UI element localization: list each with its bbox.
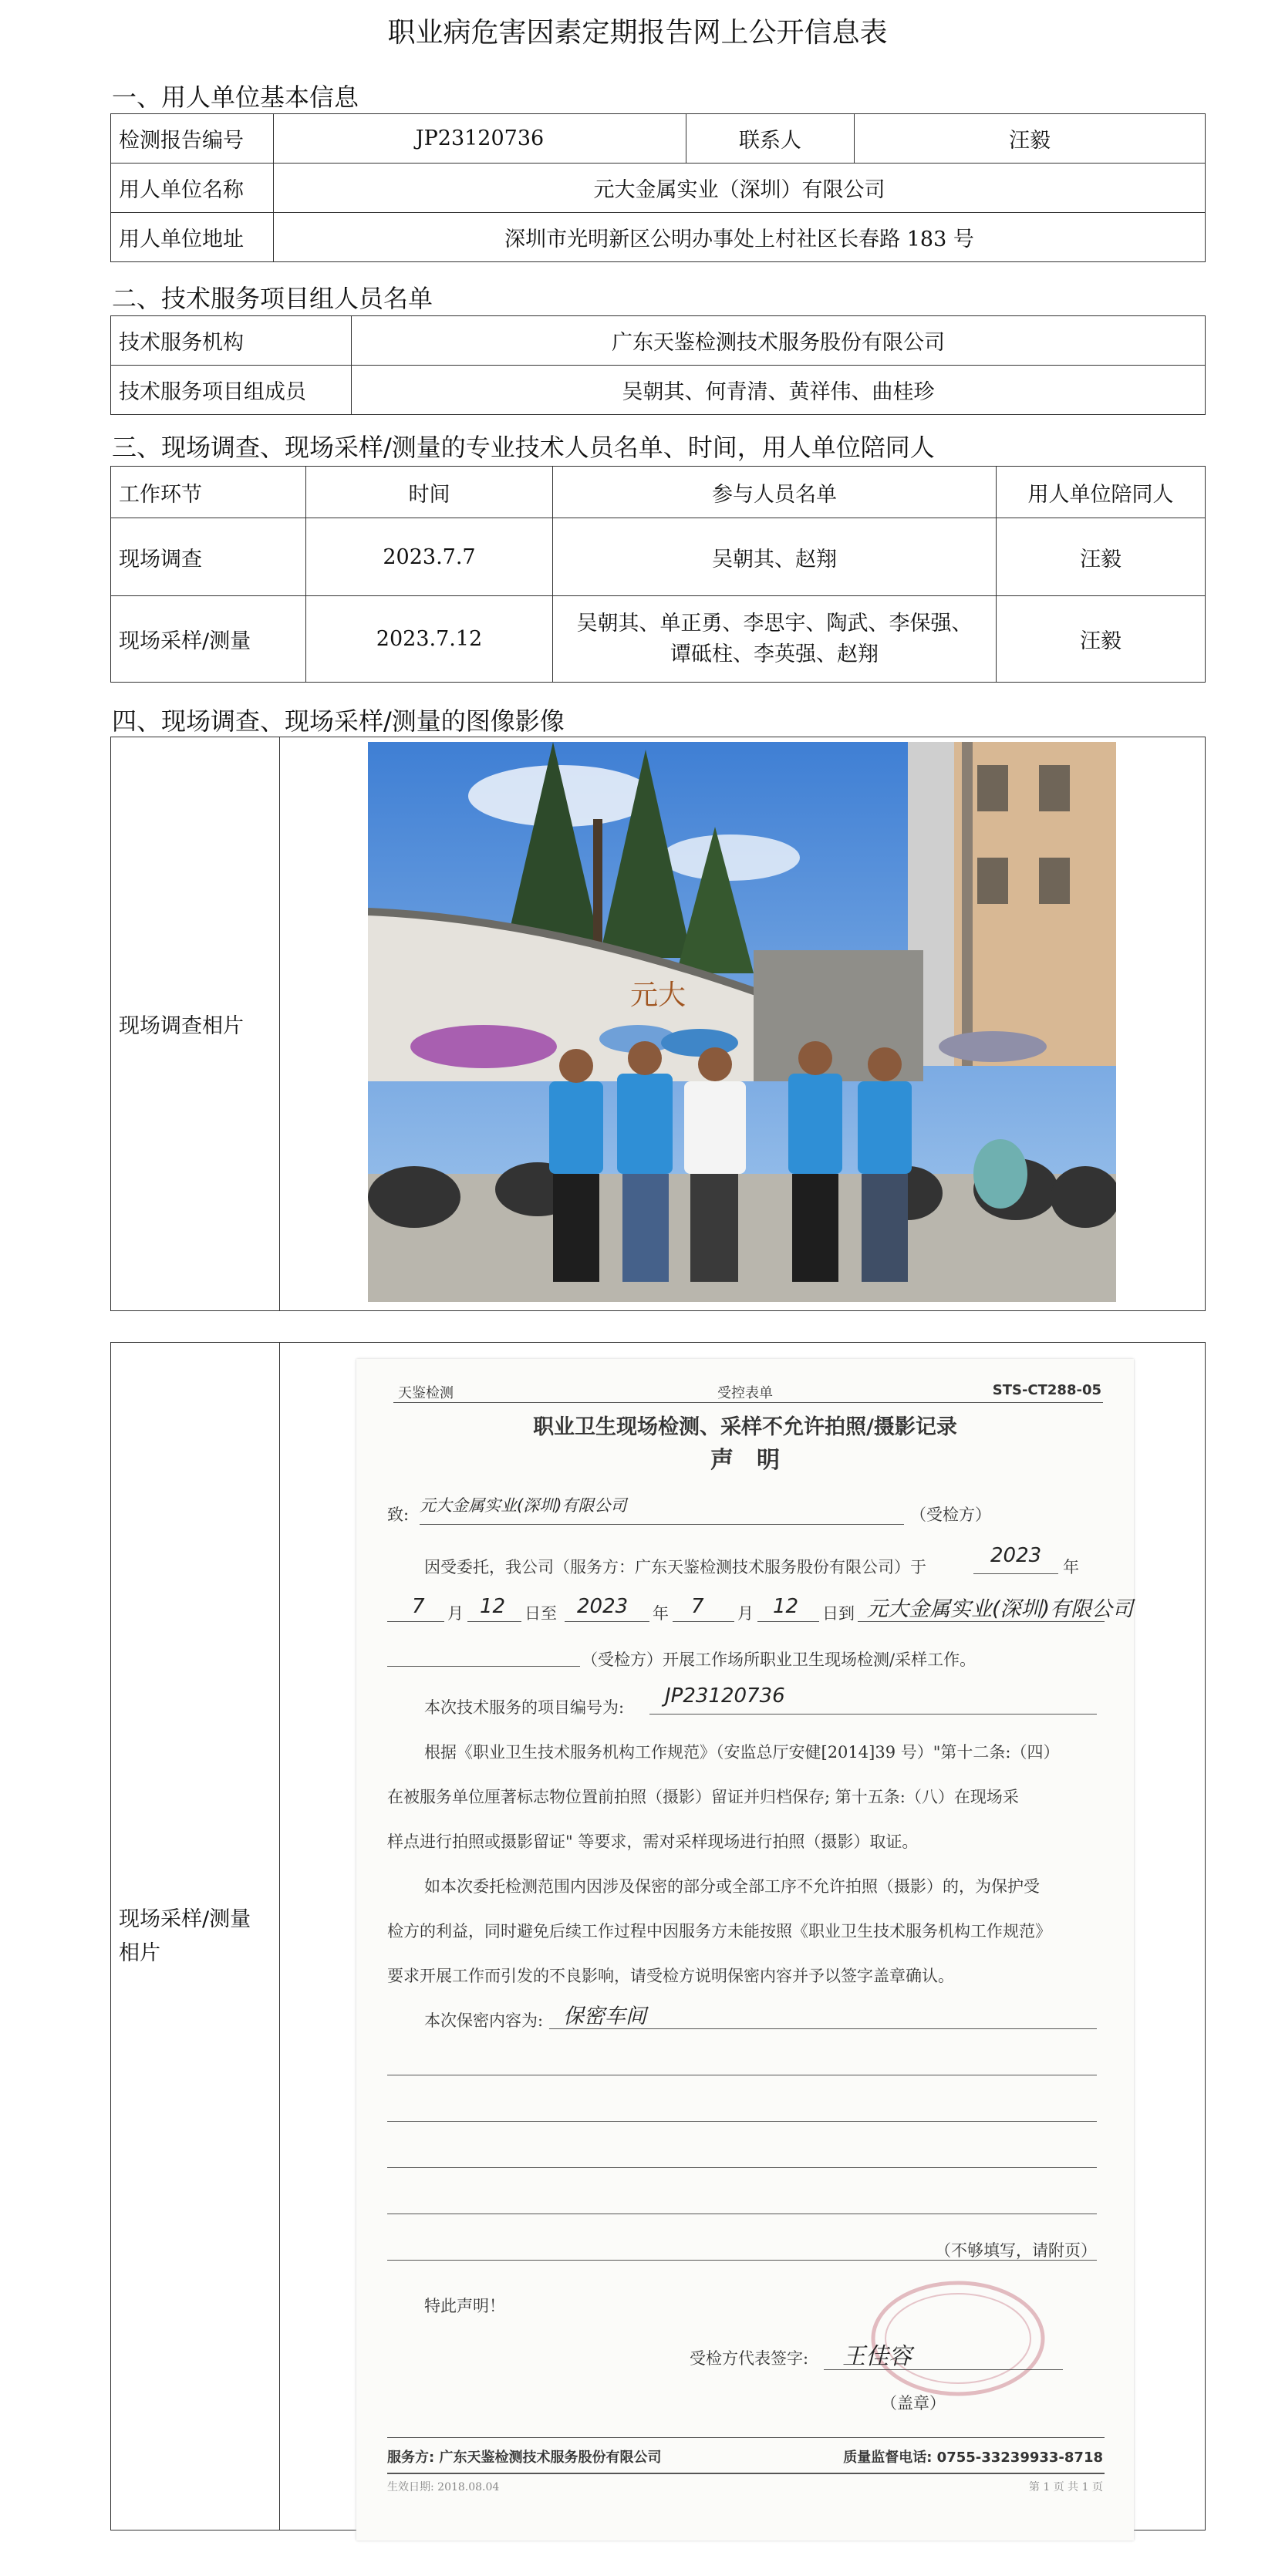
doc-p3b: 在被服务单位厘著标志物位置前拍照（摄影）留证并归档保存; 第十五条:（八）在现场采 (387, 1788, 1019, 1806)
doc-p3a: 根据《职业卫生技术服务机构工作规范》（安监总厅安健[2014]39 号）"第十二条:（四） (424, 1743, 1060, 1762)
doc-p1e: 年 (653, 1604, 669, 1623)
doc-p5-handwritten: 保密车间 (563, 2004, 646, 2028)
doc-subtitle: 声 明 (710, 1447, 780, 1474)
doc-p1d: 日至 (525, 1604, 557, 1623)
doc-p4c: 要求开展工作而引发的不良影响，请受检方说明保密内容并予以签字盖章确认。 (387, 1967, 954, 1985)
members-value: 吴朝其、何青清、黄祥伟、曲桂珍 (352, 366, 1206, 415)
scanned-statement (356, 1359, 1134, 2541)
section-heading-basic-info: 一、用人单位基本信息 (112, 83, 359, 112)
doc-day2: 12 (773, 1595, 799, 1618)
doc-header-left: 天鉴检测 (398, 1385, 454, 1401)
doc-p1a: 因受委托，我公司（服务方：广东天鉴检测技术服务股份有限公司）于 (424, 1558, 926, 1576)
address-label: 用人单位地址 (111, 213, 274, 262)
survey-photo-image (368, 742, 1116, 1302)
company-label: 用人单位名称 (111, 164, 274, 213)
sampling-photo-label: 现场采样/测量相片 (111, 1343, 280, 2530)
photo-gate-sign: 元大 (630, 979, 686, 1011)
doc-p1b: 年 (1063, 1558, 1079, 1576)
section-heading-images: 四、现场调查、现场采样/测量的图像影像 (112, 706, 565, 736)
doc-p1g: 日到 (822, 1604, 855, 1623)
doc-p2: 本次技术服务的项目编号为: (424, 1698, 625, 1717)
team-table (110, 315, 1206, 415)
survey-table (110, 466, 1206, 683)
doc-month1: 7 (412, 1595, 425, 1618)
doc-header-right: STS-CT288-05 (992, 1382, 1101, 1398)
basic-info-table (110, 113, 1206, 262)
doc-p5: 本次保密内容为: (424, 2011, 544, 2030)
survey-row-people: 吴朝其、赵翔 (553, 518, 997, 596)
doc-note: （不够填写，请附页） (935, 2241, 1097, 2260)
doc-to-label: 致: (387, 1505, 410, 1524)
doc-p1f: 月 (737, 1604, 754, 1623)
doc-footer-left: 服务方: 广东天鉴检测技术服务股份有限公司 (387, 2450, 662, 2466)
sampling-row-people: 吴朝其、单正勇、李思宇、陶武、李保强、 谭砥柱、李英强、赵翔 (553, 596, 997, 683)
doc-sign-handwritten: 王佳容 (842, 2343, 912, 2370)
doc-p1-company: 元大金属实业(深圳)有限公司 (867, 1597, 1134, 1621)
sampling-row-stage: 现场采样/测量 (111, 596, 306, 683)
survey-photo (368, 742, 1116, 1302)
survey-photo-label: 现场调查相片 (111, 737, 280, 1311)
sampling-row-date: 2023.7.12 (306, 596, 553, 683)
survey-row-escort: 汪毅 (997, 518, 1206, 596)
address-value: 深圳市光明新区公明办事处上村社区长春路 183 号 (274, 213, 1206, 262)
members-label: 技术服务项目组成员 (111, 366, 352, 415)
survey-header-people: 参与人员名单 (553, 467, 997, 518)
doc-footer-effective-date: 生效日期: 2018.08.04 (387, 2481, 500, 2493)
doc-day1: 12 (480, 1595, 506, 1618)
doc-sign-label: 受检方代表签字: (690, 2349, 809, 2368)
doc-p3c: 样点进行拍照或摄影留证" 等要求，需对采样现场进行拍照（摄影）取证。 (387, 1833, 919, 1851)
doc-to-handwritten: 元大金属实业(深圳)有限公司 (420, 1496, 627, 1515)
doc-p2-project-no: JP23120736 (665, 1684, 785, 1708)
doc-p1h: （受检方）开展工作场所职业卫生现场检测/采样工作。 (582, 1650, 976, 1669)
doc-seal-label: （盖章） (881, 2394, 946, 2412)
section-heading-team: 二、技术服务项目组人员名单 (112, 284, 433, 313)
doc-month2: 7 (691, 1595, 704, 1618)
doc-closing: 特此声明！ (424, 2297, 505, 2315)
survey-row-stage: 现场调查 (111, 518, 306, 596)
doc-p4b: 检方的利益，同时避免后续工作过程中因服务方未能按照《职业卫生技术服务机构工作规范》 (387, 1922, 1051, 1940)
doc-title: 职业卫生现场检测、采样不允许拍照/摄影记录 (533, 1415, 957, 1439)
org-value: 广东天鉴检测技术服务股份有限公司 (352, 316, 1206, 366)
company-value: 元大金属实业（深圳）有限公司 (274, 164, 1206, 213)
survey-header-stage: 工作环节 (111, 467, 306, 518)
doc-to-suffix: （受检方） (910, 1505, 991, 1524)
doc-p1c: 月 (447, 1604, 464, 1623)
contact-value: 汪毅 (855, 114, 1206, 164)
report-no-label: 检测报告编号 (111, 114, 274, 164)
report-no-value: JP23120736 (274, 114, 686, 164)
sampling-row-escort: 汪毅 (997, 596, 1206, 683)
doc-footer-page: 第 1 页 共 1 页 (1028, 2481, 1103, 2493)
survey-header-escort: 用人单位陪同人 (997, 467, 1206, 518)
doc-footer-right: 质量监督电话: 0755-33239933-8718 (843, 2450, 1103, 2466)
contact-label: 联系人 (686, 114, 855, 164)
section-heading-survey: 三、现场调查、现场采样/测量的专业技术人员名单、时间，用人单位陪同人 (112, 433, 935, 462)
survey-row-date: 2023.7.7 (306, 518, 553, 596)
doc-p4a: 如本次委托检测范围内因涉及保密的部分或全部工序不允许拍照（摄影）的，为保护受 (424, 1877, 1040, 1896)
page-title: 职业病危害因素定期报告网上公开信息表 (387, 17, 888, 49)
doc-year2: 2023 (577, 1595, 629, 1618)
doc-year1: 2023 (990, 1544, 1042, 1567)
survey-header-time: 时间 (306, 467, 553, 518)
doc-header-mid: 受控表单 (717, 1385, 773, 1401)
org-label: 技术服务机构 (111, 316, 352, 366)
